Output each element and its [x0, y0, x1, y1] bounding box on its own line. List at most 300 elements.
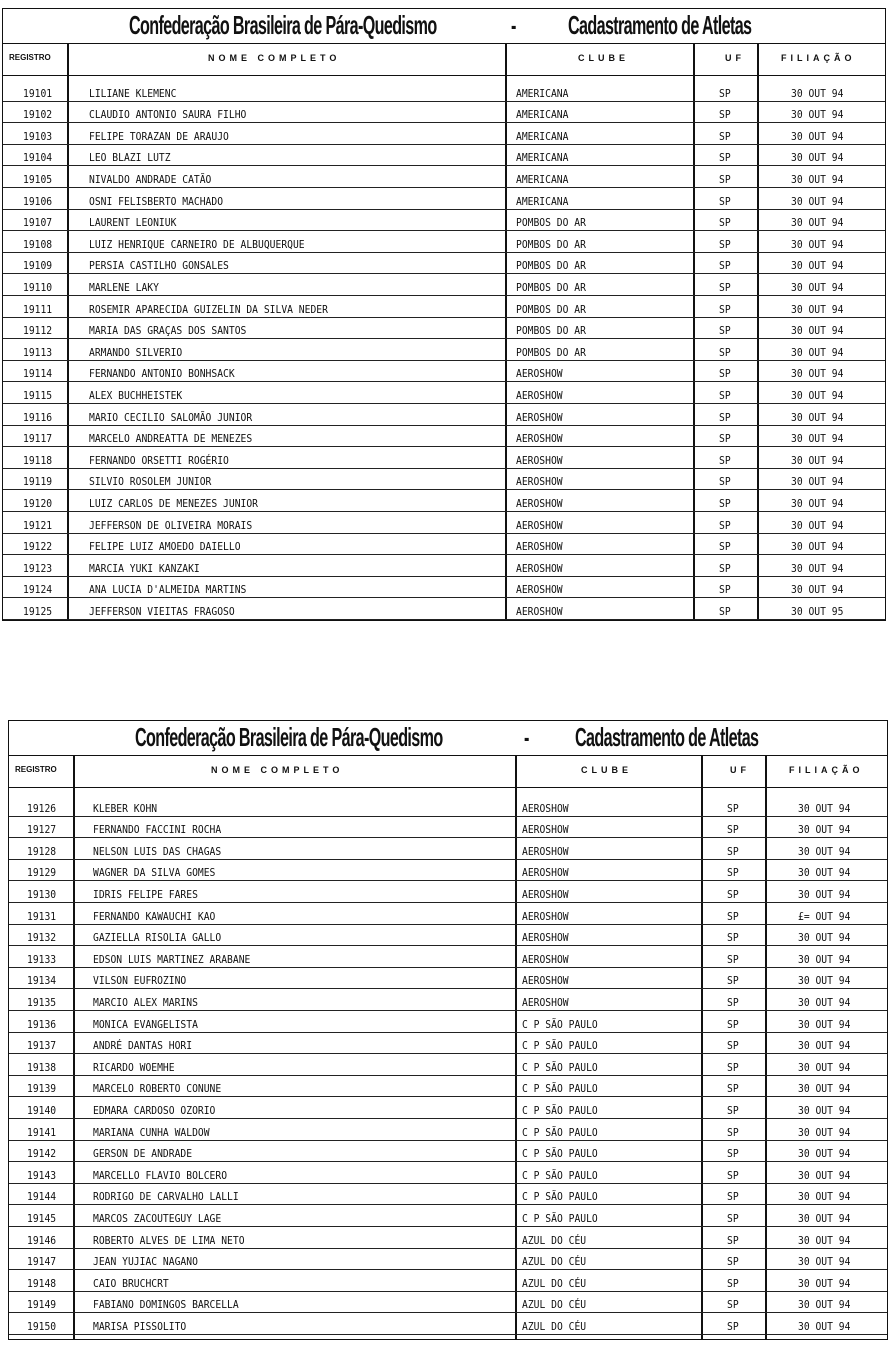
club-cell: AEROSHOW — [522, 952, 569, 966]
club-cell: AEROSHOW — [516, 475, 563, 489]
uf-cell: SP — [719, 410, 731, 424]
name-cell: ANDRÉ DANTAS HORI — [93, 1039, 193, 1053]
uf-cell: SP — [727, 909, 739, 923]
uf-cell: SP — [719, 194, 731, 208]
registro-cell: 19149 — [27, 1298, 57, 1312]
name-cell: LUIZ CARLOS DE MENEZES JUNIOR — [89, 496, 259, 510]
table-row — [3, 102, 885, 124]
club-cell: C P SÃO PAULO — [522, 1082, 598, 1096]
registro-cell: 19118 — [23, 453, 53, 467]
table-row — [9, 860, 887, 882]
registro-cell: 19126 — [27, 801, 57, 815]
club-cell: AZUL DO CÉU — [522, 1255, 587, 1269]
name-cell: OSNI FELISBERTO MACHADO — [89, 194, 224, 208]
title-org: Confederação Brasileira de Pára-Quedismo — [129, 10, 437, 40]
club-cell: C P SÃO PAULO — [522, 1103, 598, 1117]
uf-cell: SP — [727, 1125, 739, 1139]
name-cell: NELSON LUIS DAS CHAGAS — [93, 844, 222, 858]
filiacao-cell: 30 OUT 94 — [791, 432, 844, 446]
uf-cell: SP — [719, 496, 731, 510]
uf-cell: SP — [719, 237, 731, 251]
name-cell: LILIANE KLEMENC — [89, 86, 177, 100]
table-row — [9, 1141, 887, 1163]
filiacao-cell: 30 OUT 94 — [798, 823, 851, 837]
filiacao-cell: 30 OUT 94 — [791, 86, 844, 100]
filiacao-cell: 30 OUT 94 — [791, 280, 844, 294]
registro-cell: 19144 — [27, 1190, 57, 1204]
table-row — [3, 361, 885, 383]
club-cell: AEROSHOW — [522, 887, 569, 901]
table-row — [9, 1249, 887, 1271]
filiacao-cell: 30 OUT 94 — [791, 302, 844, 316]
filiacao-cell: 30 OUT 94 — [791, 237, 844, 251]
table-row — [3, 296, 885, 318]
name-cell: LEO BLAZI LUTZ — [89, 151, 171, 165]
name-cell: FERNANDO ANTONIO BONHSACK — [89, 367, 235, 381]
header-nome: NOME COMPLETO — [208, 53, 341, 63]
filiacao-cell: 30 OUT 94 — [798, 1017, 851, 1031]
name-cell: KLEBER KOHN — [93, 801, 158, 815]
name-cell: CAIO BRUCHCRT — [93, 1276, 169, 1290]
name-cell: MARIANA CUNHA WALDOW — [93, 1125, 210, 1139]
club-cell: AMERICANA — [516, 151, 569, 165]
registro-cell: 19103 — [23, 129, 53, 143]
table-row — [9, 1270, 887, 1292]
table-row — [3, 123, 885, 145]
name-cell: SILVIO ROSOLEM JUNIOR — [89, 475, 212, 489]
uf-cell: SP — [719, 108, 731, 122]
club-cell: AEROSHOW — [522, 931, 569, 945]
registro-cell: 19109 — [23, 259, 53, 273]
uf-cell: SP — [727, 801, 739, 815]
filiacao-cell: 30 OUT 94 — [798, 1103, 851, 1117]
registro-cell: 19146 — [27, 1233, 57, 1247]
uf-cell: SP — [719, 518, 731, 532]
name-cell: EDSON LUIS MARTINEZ ARABANE — [93, 952, 251, 966]
club-cell: AZUL DO CÉU — [522, 1319, 587, 1333]
registro-cell: 19105 — [23, 172, 53, 186]
header-uf: UF — [725, 53, 745, 63]
registro-cell: 19147 — [27, 1255, 57, 1269]
registro-cell: 19102 — [23, 108, 53, 122]
table-row — [3, 80, 885, 102]
uf-cell: SP — [727, 1168, 739, 1182]
club-cell: AEROSHOW — [516, 410, 563, 424]
table-row — [9, 1097, 887, 1119]
registro-cell: 19115 — [23, 388, 53, 402]
filiacao-cell: 30 OUT 94 — [798, 931, 851, 945]
table-row — [3, 188, 885, 210]
filiacao-cell: 30 OUT 95 — [791, 604, 844, 618]
registro-cell: 19120 — [23, 496, 53, 510]
uf-cell: SP — [727, 1082, 739, 1096]
name-cell: MARLENE LAKY — [89, 280, 159, 294]
registro-cell: 19134 — [27, 974, 57, 988]
filiacao-cell: 30 OUT 94 — [791, 194, 844, 208]
header-clube: CLUBE — [578, 53, 629, 63]
table-row — [3, 534, 885, 556]
club-cell: POMBOS DO AR — [516, 324, 586, 338]
sheet-title — [3, 9, 885, 44]
uf-cell: SP — [719, 172, 731, 186]
filiacao-cell: 30 OUT 94 — [798, 974, 851, 988]
club-cell: AEROSHOW — [516, 583, 563, 597]
registro-cell: 19136 — [27, 1017, 57, 1031]
name-cell: ROSEMIR APARECIDA GUIZELIN DA SILVA NEDER — [89, 302, 328, 316]
name-cell: JEFFERSON DE OLIVEIRA MORAIS — [89, 518, 253, 532]
registro-cell: 19122 — [23, 540, 53, 554]
uf-cell: SP — [727, 1211, 739, 1225]
club-cell: AEROSHOW — [522, 866, 569, 880]
registry-sheet-1 — [2, 8, 886, 621]
uf-cell: SP — [727, 1319, 739, 1333]
uf-cell: SP — [727, 823, 739, 837]
name-cell: MARCELO ANDREATTA DE MENEZES — [89, 432, 253, 446]
name-cell: MARISA PISSOLITO — [93, 1319, 187, 1333]
uf-cell: SP — [719, 604, 731, 618]
filiacao-cell: 30 OUT 94 — [798, 866, 851, 880]
registro-cell: 19132 — [27, 931, 57, 945]
filiacao-cell: 30 OUT 94 — [798, 1039, 851, 1053]
name-cell: IDRIS FELIPE FARES — [93, 887, 198, 901]
uf-cell: SP — [727, 1233, 739, 1247]
club-cell: AMERICANA — [516, 108, 569, 122]
uf-cell: SP — [719, 86, 731, 100]
name-cell: FELIPE LUIZ AMOEDO DAIELLO — [89, 540, 241, 554]
table-row — [3, 210, 885, 232]
name-cell: CLAUDIO ANTONIO SAURA FILHO — [89, 108, 247, 122]
club-cell: AMERICANA — [516, 172, 569, 186]
name-cell: RICARDO WOEMHE — [93, 1060, 175, 1074]
table-row — [3, 469, 885, 491]
registro-cell: 19128 — [27, 844, 57, 858]
registro-cell: 19110 — [23, 280, 53, 294]
name-cell: JEAN YUJIAC NAGANO — [93, 1255, 198, 1269]
club-cell: AEROSHOW — [516, 561, 563, 575]
club-cell: C P SÃO PAULO — [522, 1147, 598, 1161]
club-cell: AZUL DO CÉU — [522, 1298, 587, 1312]
club-cell: C P SÃO PAULO — [522, 1190, 598, 1204]
filiacao-cell: 30 OUT 94 — [791, 518, 844, 532]
name-cell: FABIANO DOMINGOS BARCELLA — [93, 1298, 239, 1312]
uf-cell: SP — [727, 1017, 739, 1031]
name-cell: FELIPE TORAZAN DE ARAUJO — [89, 129, 229, 143]
filiacao-cell: 30 OUT 94 — [791, 583, 844, 597]
filiacao-cell: 30 OUT 94 — [798, 952, 851, 966]
registro-cell: 19130 — [27, 887, 57, 901]
registro-cell: 19127 — [27, 823, 57, 837]
table-row — [3, 490, 885, 512]
registro-cell: 19108 — [23, 237, 53, 251]
registro-cell: 19145 — [27, 1211, 57, 1225]
header-filiacao: FILIAÇÃO — [789, 765, 864, 775]
table-row — [9, 968, 887, 990]
uf-cell: SP — [727, 1147, 739, 1161]
table-row — [3, 598, 885, 620]
table-row — [3, 577, 885, 599]
club-cell: POMBOS DO AR — [516, 302, 586, 316]
club-cell: C P SÃO PAULO — [522, 1017, 598, 1031]
name-cell: MARCELLO FLAVIO BOLCERO — [93, 1168, 228, 1182]
registro-cell: 19142 — [27, 1147, 57, 1161]
registro-cell: 19116 — [23, 410, 53, 424]
club-cell: C P SÃO PAULO — [522, 1125, 598, 1139]
club-cell: AEROSHOW — [516, 388, 563, 402]
registro-cell: 19131 — [27, 909, 57, 923]
table-row — [9, 795, 887, 817]
table-row — [3, 274, 885, 296]
table-row — [9, 1313, 887, 1335]
filiacao-cell: 30 OUT 94 — [791, 216, 844, 230]
filiacao-cell: 30 OUT 94 — [798, 1298, 851, 1312]
filiacao-cell: 30 OUT 94 — [791, 259, 844, 273]
name-cell: FERNANDO KAWAUCHI KAO — [93, 909, 216, 923]
uf-cell: SP — [719, 259, 731, 273]
uf-cell: SP — [727, 952, 739, 966]
name-cell: PERSIA CASTILHO GONSALES — [89, 259, 229, 273]
name-cell: GERSON DE ANDRADE — [93, 1147, 193, 1161]
title-dash: - — [524, 722, 529, 752]
filiacao-cell: 30 OUT 94 — [791, 367, 844, 381]
uf-cell: SP — [727, 995, 739, 1009]
registro-cell: 19114 — [23, 367, 53, 381]
table-row — [9, 925, 887, 947]
header-filiacao: FILIAÇÃO — [781, 53, 856, 63]
club-cell: AEROSHOW — [522, 995, 569, 1009]
club-cell: AMERICANA — [516, 86, 569, 100]
uf-cell: SP — [719, 324, 731, 338]
filiacao-cell: 30 OUT 94 — [798, 1190, 851, 1204]
uf-cell: SP — [719, 302, 731, 316]
club-cell: C P SÃO PAULO — [522, 1211, 598, 1225]
name-cell: MARIA DAS GRAÇAS DOS SANTOS — [89, 324, 247, 338]
table-row — [9, 1292, 887, 1314]
table-row — [9, 1162, 887, 1184]
name-cell: EDMARA CARDOSO OZORIO — [93, 1103, 216, 1117]
name-cell: FERNANDO FACCINI ROCHA — [93, 823, 222, 837]
uf-cell: SP — [719, 216, 731, 230]
filiacao-cell: 30 OUT 94 — [798, 1276, 851, 1290]
filiacao-cell: 30 OUT 94 — [791, 151, 844, 165]
name-cell: WAGNER DA SILVA GOMES — [93, 866, 216, 880]
name-cell: MARCELO ROBERTO CONUNE — [93, 1082, 222, 1096]
uf-cell: SP — [719, 280, 731, 294]
name-cell: RODRIGO DE CARVALHO LALLI — [93, 1190, 239, 1204]
filiacao-cell: 30 OUT 94 — [798, 887, 851, 901]
club-cell: AZUL DO CÉU — [522, 1233, 587, 1247]
uf-cell: SP — [719, 561, 731, 575]
filiacao-cell: 30 OUT 94 — [798, 844, 851, 858]
uf-cell: SP — [727, 844, 739, 858]
name-cell: MARCIO ALEX MARINS — [93, 995, 198, 1009]
name-cell: ROBERTO ALVES DE LIMA NETO — [93, 1233, 245, 1247]
filiacao-cell: 30 OUT 94 — [798, 1211, 851, 1225]
club-cell: AEROSHOW — [516, 604, 563, 618]
filiacao-cell: 30 OUT 94 — [791, 561, 844, 575]
table-row — [9, 1054, 887, 1076]
filiacao-cell: 30 OUT 94 — [798, 1082, 851, 1096]
filiacao-cell: 30 OUT 94 — [798, 1060, 851, 1074]
table-row — [3, 404, 885, 426]
registro-cell: 19137 — [27, 1039, 57, 1053]
uf-cell: SP — [727, 1190, 739, 1204]
registro-cell: 19117 — [23, 432, 53, 446]
header-registro: REGISTRO — [9, 53, 51, 62]
name-cell: JEFFERSON VIEITAS FRAGOSO — [89, 604, 235, 618]
club-cell: AEROSHOW — [522, 823, 569, 837]
uf-cell: SP — [727, 1255, 739, 1269]
uf-cell: SP — [727, 1276, 739, 1290]
header-nome: NOME COMPLETO — [211, 765, 344, 775]
name-cell: VILSON EUFROZINO — [93, 974, 187, 988]
table-row — [9, 1184, 887, 1206]
table-row — [9, 903, 887, 925]
filiacao-cell: 30 OUT 94 — [798, 1125, 851, 1139]
uf-cell: SP — [727, 1298, 739, 1312]
name-cell: ANA LUCIA D'ALMEIDA MARTINS — [89, 583, 247, 597]
name-cell: GAZIELLA RISOLIA GALLO — [93, 931, 222, 945]
club-cell: AMERICANA — [516, 129, 569, 143]
filiacao-cell: 30 OUT 94 — [791, 496, 844, 510]
filiacao-cell: £= OUT 94 — [798, 909, 851, 923]
uf-cell: SP — [727, 866, 739, 880]
filiacao-cell: 30 OUT 94 — [791, 129, 844, 143]
club-cell: AEROSHOW — [516, 540, 563, 554]
table-row — [3, 447, 885, 469]
filiacao-cell: 30 OUT 94 — [798, 801, 851, 815]
registro-cell: 19124 — [23, 583, 53, 597]
name-cell: MARCIA YUKI KANZAKI — [89, 561, 200, 575]
club-cell: AZUL DO CÉU — [522, 1276, 587, 1290]
filiacao-cell: 30 OUT 94 — [791, 475, 844, 489]
registro-cell: 19121 — [23, 518, 53, 532]
name-cell: MARCOS ZACOUTEGUY LAGE — [93, 1211, 222, 1225]
uf-cell: SP — [727, 931, 739, 945]
registro-cell: 19129 — [27, 866, 57, 880]
uf-cell: SP — [719, 583, 731, 597]
table-row — [9, 946, 887, 968]
registro-cell: 19123 — [23, 561, 53, 575]
title-org: Confederação Brasileira de Pára-Quedismo — [135, 722, 443, 752]
header-registro: REGISTRO — [15, 765, 57, 774]
filiacao-cell: 30 OUT 94 — [791, 540, 844, 554]
table-row — [9, 1227, 887, 1249]
title-subject: Cadastramento de Atletas — [575, 722, 759, 752]
name-cell: ALEX BUCHHEISTEK — [89, 388, 183, 402]
name-cell: LUIZ HENRIQUE CARNEIRO DE ALBUQUERQUE — [89, 237, 305, 251]
registro-cell: 19140 — [27, 1103, 57, 1117]
club-cell: POMBOS DO AR — [516, 237, 586, 251]
table-row — [3, 339, 885, 361]
filiacao-cell: 30 OUT 94 — [791, 108, 844, 122]
name-cell: ARMANDO SILVERIO — [89, 345, 183, 359]
uf-cell: SP — [719, 151, 731, 165]
uf-cell: SP — [719, 388, 731, 402]
table-row — [3, 166, 885, 188]
uf-cell: SP — [727, 1103, 739, 1117]
table-row — [3, 318, 885, 340]
uf-cell: SP — [719, 129, 731, 143]
uf-cell: SP — [719, 432, 731, 446]
table-row — [9, 817, 887, 839]
registro-cell: 19112 — [23, 324, 53, 338]
club-cell: C P SÃO PAULO — [522, 1168, 598, 1182]
name-cell: FERNANDO ORSETTI ROGÉRIO — [89, 453, 229, 467]
title-subject: Cadastramento de Atletas — [568, 10, 752, 40]
name-cell: MARIO CECILIO SALOMÃO JUNIOR — [89, 410, 253, 424]
filiacao-cell: 30 OUT 94 — [798, 995, 851, 1009]
registro-cell: 19125 — [23, 604, 53, 618]
header-uf: UF — [730, 765, 750, 775]
filiacao-cell: 30 OUT 94 — [791, 172, 844, 186]
club-cell: AEROSHOW — [522, 801, 569, 815]
table-row — [9, 1033, 887, 1055]
club-cell: AEROSHOW — [516, 496, 563, 510]
registro-cell: 19133 — [27, 952, 57, 966]
filiacao-cell: 30 OUT 94 — [798, 1319, 851, 1333]
uf-cell: SP — [719, 453, 731, 467]
filiacao-cell: 30 OUT 94 — [798, 1255, 851, 1269]
uf-cell: SP — [719, 367, 731, 381]
table-row — [3, 555, 885, 577]
filiacao-cell: 30 OUT 94 — [791, 345, 844, 359]
uf-cell: SP — [727, 1039, 739, 1053]
club-cell: AEROSHOW — [522, 844, 569, 858]
filiacao-cell: 30 OUT 94 — [798, 1168, 851, 1182]
filiacao-cell: 30 OUT 94 — [798, 1233, 851, 1247]
registro-cell: 19141 — [27, 1125, 57, 1139]
table-row — [9, 1205, 887, 1227]
name-cell: LAURENT LEONIUK — [89, 216, 177, 230]
club-cell: AEROSHOW — [522, 909, 569, 923]
registro-cell: 19135 — [27, 995, 57, 1009]
club-cell: AEROSHOW — [522, 974, 569, 988]
club-cell: AEROSHOW — [516, 453, 563, 467]
table-row — [3, 145, 885, 167]
name-cell: NIVALDO ANDRADE CATÃO — [89, 172, 212, 186]
club-cell: POMBOS DO AR — [516, 259, 586, 273]
table-row — [9, 989, 887, 1011]
filiacao-cell: 30 OUT 94 — [791, 388, 844, 402]
table-row — [3, 426, 885, 448]
registro-cell: 19107 — [23, 216, 53, 230]
club-cell: POMBOS DO AR — [516, 345, 586, 359]
registro-cell: 19106 — [23, 194, 53, 208]
club-cell: C P SÃO PAULO — [522, 1060, 598, 1074]
club-cell: AEROSHOW — [516, 518, 563, 532]
title-dash: - — [511, 10, 516, 40]
registro-cell: 19119 — [23, 475, 53, 489]
table-row — [9, 1011, 887, 1033]
filiacao-cell: 30 OUT 94 — [791, 324, 844, 338]
filiacao-cell: 30 OUT 94 — [791, 453, 844, 467]
registro-cell: 19138 — [27, 1060, 57, 1074]
row-rule — [9, 1334, 887, 1335]
uf-cell: SP — [727, 974, 739, 988]
name-cell: MONICA EVANGELISTA — [93, 1017, 198, 1031]
uf-cell: SP — [719, 475, 731, 489]
header-clube: CLUBE — [581, 765, 632, 775]
filiacao-cell: 30 OUT 94 — [791, 410, 844, 424]
club-cell: C P SÃO PAULO — [522, 1039, 598, 1053]
registry-sheet-2 — [8, 720, 888, 1340]
uf-cell: SP — [719, 540, 731, 554]
filiacao-cell: 30 OUT 94 — [798, 1147, 851, 1161]
club-cell: AEROSHOW — [516, 367, 563, 381]
uf-cell: SP — [719, 345, 731, 359]
registro-cell: 19143 — [27, 1168, 57, 1182]
registro-cell: 19150 — [27, 1319, 57, 1333]
